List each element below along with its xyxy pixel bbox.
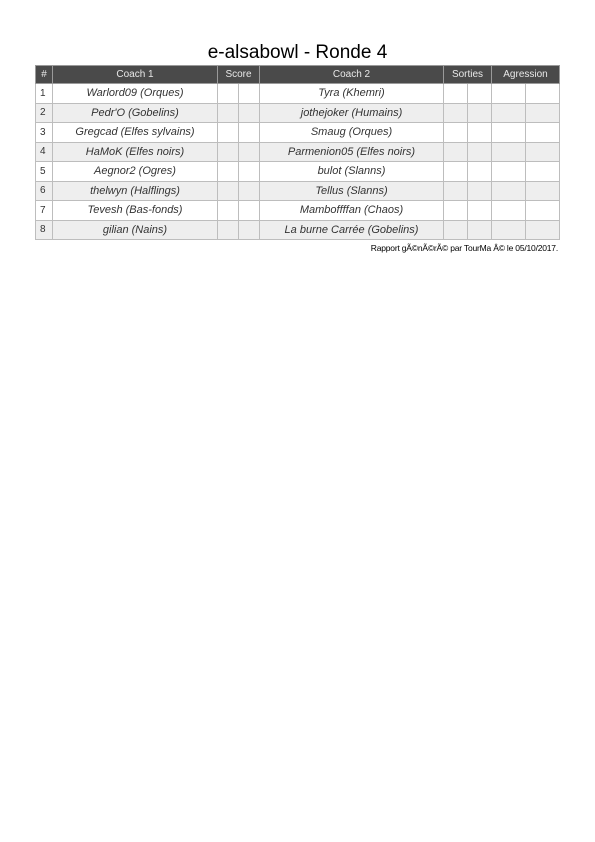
agression2-cell: [526, 181, 560, 201]
coach1-cell: thelwyn (Halflings): [53, 181, 218, 201]
coach2-cell: Tyra (Khemri): [260, 84, 444, 104]
row-number: 8: [36, 220, 53, 240]
agression1-cell: [492, 84, 526, 104]
row-number: 7: [36, 201, 53, 221]
sorties2-cell: [468, 84, 492, 104]
agression2-cell: [526, 201, 560, 221]
header-score: Score: [218, 66, 260, 84]
sorties1-cell: [444, 201, 468, 221]
score1-cell: [218, 142, 239, 162]
score2-cell: [239, 220, 260, 240]
score2-cell: [239, 162, 260, 182]
score2-cell: [239, 142, 260, 162]
row-number: 6: [36, 181, 53, 201]
table-row: [36, 162, 560, 182]
row-number: 2: [36, 103, 53, 123]
agression2-cell: [526, 162, 560, 182]
agression1-cell: [492, 103, 526, 123]
score1-cell: [218, 181, 239, 201]
table-row: [36, 84, 560, 104]
header-sorties: Sorties: [444, 66, 492, 84]
table-row: [36, 123, 560, 143]
sorties1-cell: [444, 84, 468, 104]
header-coach1: Coach 1: [53, 66, 218, 84]
score1-cell: [218, 103, 239, 123]
coach1-cell: Pedr'O (Gobelins): [53, 103, 218, 123]
sorties1-cell: [444, 220, 468, 240]
table-row: [36, 142, 560, 162]
row-number: 5: [36, 162, 53, 182]
coach2-cell: Smaug (Orques): [260, 123, 444, 143]
sorties1-cell: [444, 142, 468, 162]
sorties2-cell: [468, 123, 492, 143]
coach2-cell: Parmenion05 (Elfes noirs): [260, 142, 444, 162]
agression1-cell: [492, 220, 526, 240]
sorties1-cell: [444, 123, 468, 143]
coach2-cell: Mamboffffan (Chaos): [260, 201, 444, 221]
coach2-cell: La burne Carrée (Gobelins): [260, 220, 444, 240]
row-number: 4: [36, 142, 53, 162]
page-title: e-alsabowl - Ronde 4: [207, 42, 388, 63]
score2-cell: [239, 181, 260, 201]
report-footer: Rapport gÃ©nÃ©rÃ© par TourMa Â© le 05/10/2017.: [370, 243, 558, 253]
score1-cell: [218, 220, 239, 240]
score2-cell: [239, 123, 260, 143]
table-row: [36, 201, 560, 221]
sorties2-cell: [468, 162, 492, 182]
table-row: [36, 181, 560, 201]
score1-cell: [218, 123, 239, 143]
agression1-cell: [492, 162, 526, 182]
agression1-cell: [492, 181, 526, 201]
score2-cell: [239, 103, 260, 123]
table-row: [36, 220, 560, 240]
table-row: [36, 103, 560, 123]
sorties2-cell: [468, 142, 492, 162]
score1-cell: [218, 84, 239, 104]
agression2-cell: [526, 123, 560, 143]
agression2-cell: [526, 84, 560, 104]
header-num: #: [36, 66, 53, 84]
agression1-cell: [492, 201, 526, 221]
coach1-cell: HaMoK (Elfes noirs): [53, 142, 218, 162]
table-header-row: [36, 66, 560, 84]
agression2-cell: [526, 103, 560, 123]
row-number: 3: [36, 123, 53, 143]
agression2-cell: [526, 220, 560, 240]
coach2-cell: bulot (Slanns): [260, 162, 444, 182]
coach1-cell: Aegnor2 (Ogres): [53, 162, 218, 182]
coach2-cell: jothejoker (Humains): [260, 103, 444, 123]
score1-cell: [218, 201, 239, 221]
coach1-cell: Gregcad (Elfes sylvains): [53, 123, 218, 143]
pairings-table: [35, 65, 560, 240]
sorties1-cell: [444, 103, 468, 123]
coach1-cell: Warlord09 (Orques): [53, 84, 218, 104]
score2-cell: [239, 201, 260, 221]
agression1-cell: [492, 123, 526, 143]
coach1-cell: gilian (Nains): [53, 220, 218, 240]
score1-cell: [218, 162, 239, 182]
agression2-cell: [526, 142, 560, 162]
sorties1-cell: [444, 181, 468, 201]
sorties2-cell: [468, 201, 492, 221]
row-number: 1: [36, 84, 53, 104]
coach2-cell: Tellus (Slanns): [260, 181, 444, 201]
sorties1-cell: [444, 162, 468, 182]
sorties2-cell: [468, 103, 492, 123]
coach1-cell: Tevesh (Bas-fonds): [53, 201, 218, 221]
sorties2-cell: [468, 181, 492, 201]
agression1-cell: [492, 142, 526, 162]
header-agression: Agression: [492, 66, 560, 84]
header-coach2: Coach 2: [260, 66, 444, 84]
score2-cell: [239, 84, 260, 104]
sorties2-cell: [468, 220, 492, 240]
